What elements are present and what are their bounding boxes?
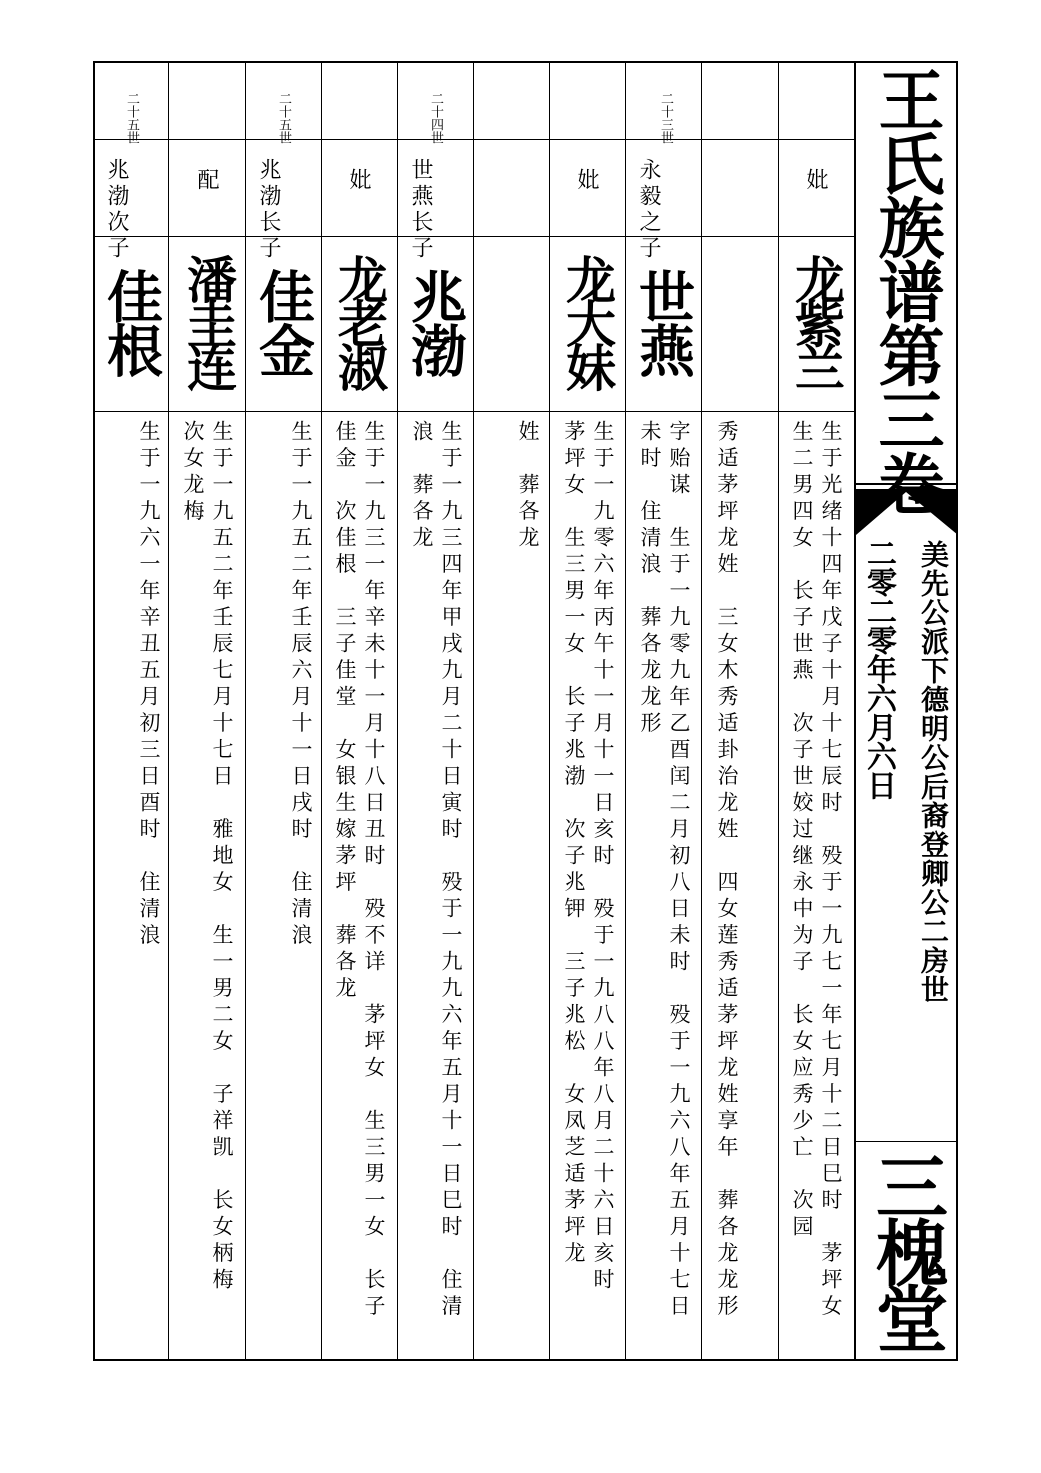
- column-divider: [701, 61, 702, 1361]
- row-divider-relation: [93, 236, 854, 237]
- relation-label: 永毅之子: [636, 158, 661, 262]
- column-divider: [625, 61, 626, 1361]
- book-title: 王氏族谱第三卷: [867, 66, 945, 514]
- row-divider-name: [93, 411, 854, 412]
- column-divider: [778, 61, 779, 1361]
- biography-text: 生于一九三一年辛未十一月十八日丑时 殁不详 茅坪女 生三男一女 长子佳金 次佳根 三子佳堂 女银生嫁茅坪 葬各龙: [333, 420, 386, 1321]
- biography-text: 姓 葬各龙: [516, 420, 540, 553]
- person-name: 佳根: [98, 268, 164, 376]
- biography-text: 生于光绪十四年戊子十月十七辰时 殁于一九七一年七月十二日巳时 茅坪女 生二男四女 长子世燕 次子世姣过继永中为子 长女应秀少亡 次园: [790, 420, 843, 1348]
- biography-text: 生于一九零六年丙午十一月十一日亥时 殁于一九八八年八月二十六日亥时 茅坪女 生三男一女 长子兆渤 次子兆钾 三子兆松 女凤芝适茅坪龙: [562, 420, 615, 1321]
- biography-text: 字贻谋 生于一九零九年乙酉闰二月初八日未时 殁于一九六八年五月十七日未时 住清浪 葬各龙龙形: [638, 420, 691, 1321]
- relation-label: 世燕长子: [408, 158, 433, 262]
- relation-label: 兆渤长子: [256, 158, 281, 262]
- relation-label: 配: [194, 168, 219, 194]
- person-name: 潘圭连: [179, 254, 238, 386]
- relation-label: 妣: [346, 168, 371, 194]
- compile-date: 二零二零年六月六日: [861, 538, 896, 799]
- generation-label: 二十五世: [276, 92, 291, 144]
- column-divider: [321, 61, 322, 1361]
- generation-label: 二十三世: [658, 92, 673, 144]
- column-divider: [168, 61, 169, 1361]
- column-divider: [473, 61, 474, 1361]
- relation-label: 妣: [574, 168, 599, 194]
- column-divider: [397, 61, 398, 1361]
- person-name: 龙老淑: [330, 254, 389, 386]
- person-name: 龙紫兰: [787, 254, 846, 386]
- generation-label: 二十四世: [428, 92, 443, 144]
- column-divider: [245, 61, 246, 1361]
- branch-line: 美先公派下德明公后裔登卿公二房世: [917, 540, 950, 1004]
- person-name: 世燕: [630, 268, 696, 376]
- relation-label: 妣: [803, 168, 828, 194]
- person-name: 兆渤: [402, 268, 468, 376]
- column-divider: [549, 61, 550, 1361]
- row-divider-generation: [93, 139, 854, 140]
- biography-text: 生于一九五二年壬辰六月十一日戌时 住清浪: [289, 420, 313, 950]
- biography-text: 生于一九三四年甲戌九月二十日寅时 殁于一九九六年五月十一日巳时 住清浪 葬各龙: [410, 420, 463, 1321]
- biography-text: 秀适茅坪龙姓 三女木秀适卦治龙姓 四女莲秀适茅坪龙姓享年 葬各龙龙形: [715, 420, 739, 1321]
- title-divider-bottom: [854, 1141, 958, 1142]
- generation-label: 二十五世: [124, 92, 139, 144]
- person-name: 佳金: [250, 268, 316, 376]
- relation-label: 兆渤次子: [104, 158, 129, 262]
- hall-name: 三槐堂: [864, 1150, 949, 1348]
- title-divider: [854, 61, 856, 1361]
- biography-text: 生于一九六一年辛丑五月初三日酉时 住清浪: [137, 420, 161, 950]
- biography-text: 生于一九五二年壬辰七月十七日 雅地女 生一男二女 子祥凯 长女柄梅 次女龙梅: [181, 420, 234, 1321]
- person-name: 龙大妹: [558, 254, 617, 386]
